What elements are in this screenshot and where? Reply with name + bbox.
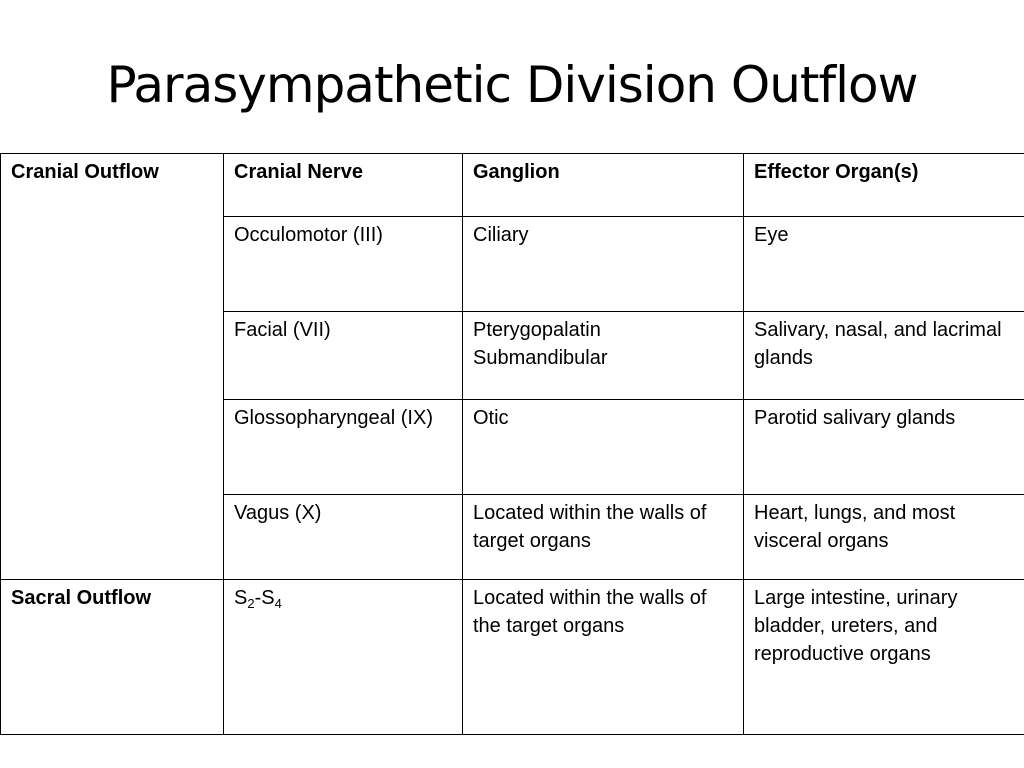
- sacral-nerve-sub-end: 4: [274, 596, 282, 611]
- nerve-cell: Glossopharyngeal (IX): [224, 400, 463, 495]
- nerve-cell: [224, 580, 463, 735]
- effector-cell: Parotid salivary glands: [744, 400, 1024, 495]
- slide-title: Parasympathetic Division Outflow: [106, 56, 918, 114]
- header-cranial-nerve: Cranial Nerve: [224, 154, 463, 217]
- nerve-cell: Occulomotor (III): [224, 217, 463, 312]
- effector-cell: Large intestine, urinary bladder, ureters, and reproductive organs: [744, 580, 1024, 735]
- ganglion-cell: Ciliary: [463, 217, 744, 312]
- header-ganglion: Ganglion: [463, 154, 744, 217]
- effector-cell: Heart, lungs, and most visceral organs: [744, 495, 1024, 580]
- table-row: [1, 580, 1024, 735]
- ganglion-cell: Located within the walls of the target organs: [463, 580, 744, 735]
- ganglion-line: Pterygopalatin: [473, 319, 601, 341]
- effector-cell: Salivary, nasal, and lacrimal glands: [744, 312, 1024, 400]
- ganglion-cell: Otic: [463, 400, 744, 495]
- sacral-nerve-s: S: [234, 587, 248, 609]
- outflow-table: [0, 153, 1024, 735]
- ganglion-cell: [463, 312, 744, 400]
- sacral-nerve-dash: -S: [254, 587, 275, 609]
- nerve-cell: Facial (VII): [224, 312, 463, 400]
- ganglion-line: Submandibular: [473, 347, 608, 369]
- table-header-row: [1, 154, 1024, 217]
- header-effector-organs: Effector Organ(s): [744, 154, 1024, 217]
- nerve-cell: Vagus (X): [224, 495, 463, 580]
- ganglion-cell: Located within the walls of target organs: [463, 495, 744, 580]
- effector-cell: Eye: [744, 217, 1024, 312]
- sacral-nerve-sub-start: 2: [247, 596, 255, 611]
- sacral-outflow-cell: Sacral Outflow: [1, 580, 224, 735]
- cranial-outflow-cell: Cranial Outflow: [1, 154, 224, 580]
